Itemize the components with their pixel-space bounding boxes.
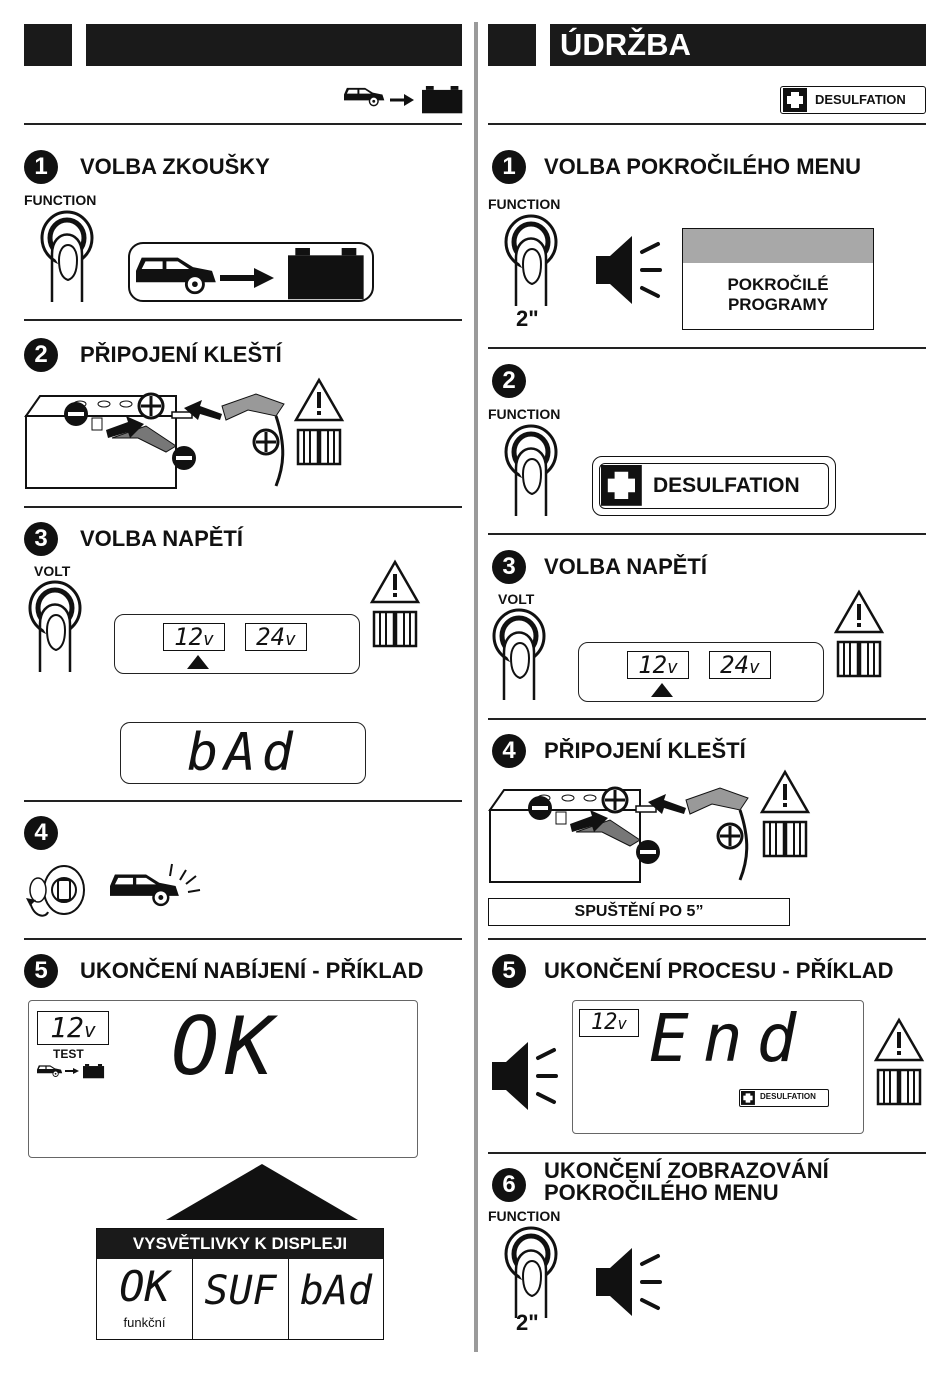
step-title: UKONČENÍ NABÍJENÍ - PŘÍKLAD bbox=[80, 958, 424, 983]
function-button-finger-icon[interactable] bbox=[40, 210, 100, 306]
function-label: FUNCTION bbox=[488, 1208, 561, 1224]
end-lcd-screen bbox=[572, 1000, 864, 1134]
legend-cell: bAd bbox=[299, 1268, 373, 1314]
panel-text: POKROČILÉ PROGRAMY bbox=[727, 275, 829, 314]
desulfation-badge bbox=[780, 86, 926, 114]
panel-header bbox=[683, 229, 873, 263]
ignition-key-icon bbox=[24, 862, 104, 920]
plus-icon bbox=[601, 465, 643, 507]
pointer-triangle-icon bbox=[166, 1164, 358, 1220]
step-number: 5 bbox=[24, 954, 58, 988]
lcd-ok-text: OK bbox=[171, 1000, 280, 1093]
step-number: 2 bbox=[24, 338, 58, 372]
volt-button-finger-icon[interactable] bbox=[492, 608, 552, 704]
desulfation-mini-badge: DESULFATION bbox=[739, 1089, 829, 1107]
desulfation-display bbox=[592, 456, 836, 516]
lcd-end-text: End bbox=[649, 1000, 811, 1077]
plus-icon bbox=[783, 88, 807, 112]
selection-arrow-icon bbox=[651, 683, 673, 697]
legend-cell: SUF bbox=[193, 1259, 289, 1339]
divider-line bbox=[488, 347, 926, 349]
divider-line bbox=[488, 718, 926, 720]
step-title: UKONČENÍ PROCESU - PŘÍKLAD bbox=[544, 958, 894, 983]
legend-cell-caption: funkční bbox=[123, 1315, 166, 1330]
legend-title: VYSVĚTLIVKY K DISPLEJI bbox=[97, 1229, 383, 1259]
voltage-12v: 12v bbox=[163, 623, 225, 651]
divider-line bbox=[24, 319, 462, 321]
selection-arrow-icon bbox=[187, 655, 209, 669]
function-label: FUNCTION bbox=[488, 406, 561, 422]
car-to-battery-icon bbox=[344, 84, 464, 114]
column-divider bbox=[474, 22, 478, 1352]
voltage-24v: 24v bbox=[709, 651, 771, 679]
function-button-finger-icon[interactable] bbox=[504, 1226, 564, 1322]
lcd-12v: 12v bbox=[579, 1009, 639, 1037]
bad-lcd bbox=[120, 722, 366, 784]
battery-clamp-connection-icon bbox=[490, 780, 760, 890]
left-header-block bbox=[24, 24, 72, 66]
lcd-12v: 12v bbox=[37, 1011, 109, 1045]
display-legend-table bbox=[96, 1228, 384, 1340]
warning-manual-icon bbox=[294, 378, 346, 468]
step-title: PŘIPOJENÍ KLEŠTÍ bbox=[80, 342, 282, 367]
car-to-battery-mini-icon bbox=[37, 1063, 107, 1079]
step-number: 4 bbox=[24, 816, 58, 850]
step-title: UKONČENÍ ZOBRAZOVÁNÍ POKROČILÉHO MENU bbox=[544, 1158, 829, 1205]
legend-cell-text: OK bbox=[119, 1262, 170, 1311]
step-number: 4 bbox=[492, 734, 526, 768]
divider-line bbox=[488, 938, 926, 940]
function-label: FUNCTION bbox=[24, 192, 97, 208]
lcd-bad-text: bAd bbox=[187, 723, 299, 783]
advanced-programs-panel bbox=[682, 228, 874, 330]
warning-manual-icon bbox=[370, 560, 422, 650]
voltage-lcd bbox=[578, 642, 824, 702]
warning-manual-icon bbox=[760, 770, 812, 860]
speaker-icon bbox=[490, 1036, 560, 1116]
step-number: 2 bbox=[492, 364, 526, 398]
divider-line bbox=[488, 533, 926, 535]
divider-line bbox=[488, 123, 926, 125]
step-number: 6 bbox=[492, 1168, 526, 1202]
volt-label: VOLT bbox=[498, 591, 535, 607]
desulfation-display-text: DESULFATION bbox=[653, 474, 800, 497]
divider-line bbox=[24, 800, 462, 802]
step-title: VOLBA NAPĚTÍ bbox=[80, 526, 243, 551]
hold-duration: 2" bbox=[516, 306, 539, 331]
step-number: 1 bbox=[24, 150, 58, 184]
ok-lcd-screen bbox=[28, 1000, 418, 1158]
right-header-block bbox=[488, 24, 536, 66]
desulfation-badge-text: DESULFATION bbox=[815, 92, 906, 107]
divider-line bbox=[24, 123, 462, 125]
car-to-battery-test-icon bbox=[128, 242, 374, 304]
divider-line bbox=[488, 1152, 926, 1154]
function-button-finger-icon[interactable] bbox=[504, 214, 564, 310]
warning-manual-icon bbox=[834, 590, 886, 680]
step-title: PŘIPOJENÍ KLEŠTÍ bbox=[544, 738, 746, 763]
plus-icon bbox=[741, 1091, 755, 1105]
legend-cell bbox=[97, 1259, 193, 1339]
step-title: VOLBA NAPĚTÍ bbox=[544, 554, 707, 579]
left-header-bar bbox=[86, 24, 462, 66]
step-number: 3 bbox=[492, 550, 526, 584]
volt-button-finger-icon[interactable] bbox=[28, 580, 88, 676]
divider-line bbox=[24, 506, 462, 508]
warning-manual-icon bbox=[874, 1018, 926, 1108]
divider-line bbox=[24, 938, 462, 940]
battery-clamp-connection-icon bbox=[26, 386, 296, 496]
function-label: FUNCTION bbox=[488, 196, 561, 212]
step-title: VOLBA POKROČILÉHO MENU bbox=[544, 154, 861, 179]
step-number: 1 bbox=[492, 150, 526, 184]
lcd-test-label: TEST bbox=[53, 1047, 84, 1061]
volt-label: VOLT bbox=[34, 563, 71, 579]
step-number: 3 bbox=[24, 522, 58, 556]
step-number: 5 bbox=[492, 954, 526, 988]
right-header-title: ÚDRŽBA bbox=[560, 27, 691, 62]
voltage-lcd bbox=[114, 614, 360, 674]
hold-duration: 2" bbox=[516, 1310, 539, 1335]
speaker-icon bbox=[594, 1242, 664, 1322]
speaker-icon bbox=[594, 230, 664, 310]
function-button-finger-icon[interactable] bbox=[504, 424, 564, 520]
step-title: VOLBA ZKOUŠKY bbox=[80, 154, 270, 179]
car-headlights-icon bbox=[110, 862, 200, 914]
voltage-12v: 12v bbox=[627, 651, 689, 679]
voltage-24v: 24v bbox=[245, 623, 307, 651]
start-delay-note: SPUŠTĚNÍ PO 5” bbox=[488, 898, 790, 926]
